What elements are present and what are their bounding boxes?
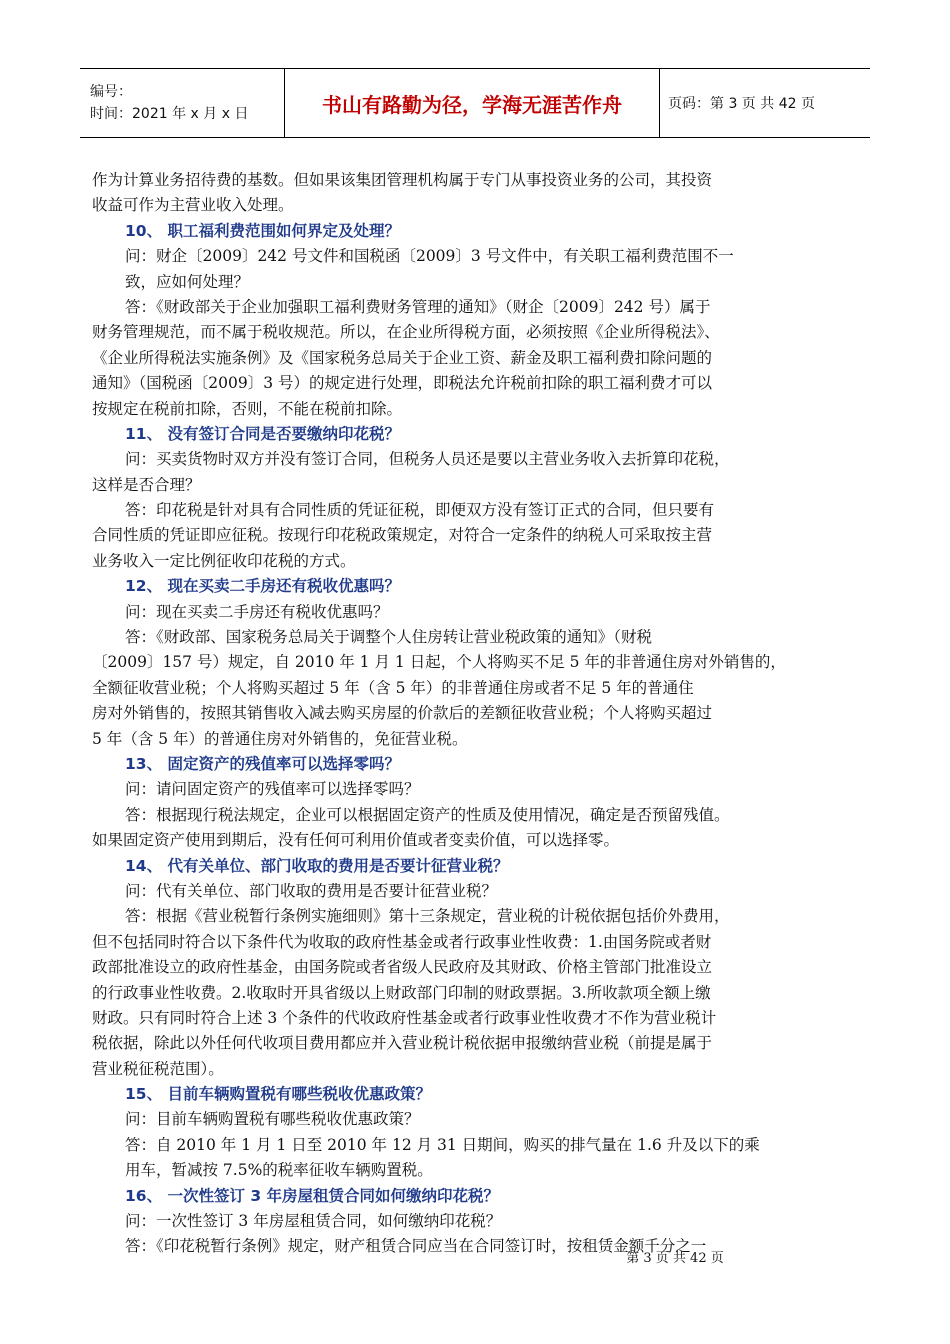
paragraph-line: 财务管理规范，而不属于税收规范。所以，在企业所得税方面，必须按照《企业所得税法》、 [92,323,720,342]
paragraph-line: 致，应如何处理？ [125,272,250,291]
paragraph-line: 问：代有关单位、部门收取的费用是否要计征营业税？ [125,881,498,900]
paragraph-line: 答：《财政部关于企业加强职工福利费财务管理的通知》（财企〔2009〕242 号）属于 [125,297,711,316]
paragraph-line: 作为计算业务招待费的基数。但如果该集团管理机构属于专门从事投资业务的公司，其投资 [92,171,713,189]
paragraph-line: 答：《财政部、国家税务总局关于调整个人住房转让营业税政策的通知》（财税 [125,628,653,647]
paragraph-line: 财政。只有同时符合上述 3 个条件的代收政府性基金或者行政事业性收费才不作为营业税计 [92,1008,717,1027]
paragraph-line: 按规定在税前扣除，否则，不能在税前扣除。 [92,399,403,418]
paragraph-line: 这样是否合理？ [92,475,201,494]
question-heading: 13、 固定资产的残值率可以选择零吗？ [125,754,400,773]
paragraph-line: 通知》（国税函〔2009〕3 号）的规定进行处理，即税法允许税前扣除的职工福利费才可以 [92,374,712,393]
header-motto: 书山有路勤为径，学海无涯苦作舟 [285,69,660,137]
paragraph-line: 问：财企〔2009〕242 号文件和国税函〔2009〕3 号文件中，有关职工福利费范围不一 [125,247,734,266]
question-heading: 12、 现在买卖二手房还有税收优惠吗？ [125,577,400,596]
paragraph-line: 答：自 2010 年 1 月 1 日至 2010 年 12 月 31 日期间，购买的排气量在 1.6 升及以下的乘 [125,1135,760,1154]
paragraph-line: 答：根据《营业税暂行条例实施细则》第十三条规定，营业税的计税依据包括价外费用， [125,907,730,926]
paragraph-line: 答：印花税是针对具有合同性质的凭证征税，即便双方没有签订正式的合同，但只要有 [125,501,715,520]
paragraph-line: 政部批准设立的政府性基金，由国务院或者省级人民政府及其财政、价格主管部门批准设立 [92,958,713,977]
paragraph-line: 用车，暂减按 7.5%的税率征收车辆购置税。 [125,1161,433,1180]
question-heading: 10、 职工福利费范围如何界定及处理？ [125,221,400,240]
paragraph-line: 房对外销售的，按照其销售收入减去购买房屋的价款后的差额征收营业税；个人将购买超过 [92,704,713,723]
document-body [92,168,860,1260]
paragraph-line: 合同性质的凭证即应征税。按现行印花税政策规定，对符合一定条件的纳税人可采取按主营 [92,526,713,545]
paragraph-line: 5 年（含 5 年）的普通住房对外销售的，免征营业税。 [92,729,468,748]
paragraph-line: 的行政事业性收费。2.收取时开具省级以上财政部门印制的财政票据。3.所收款项全额上缴 [92,983,711,1002]
paragraph-line: 问：现在买卖二手房还有税收优惠吗？ [125,602,389,621]
paragraph-line: 问：请问固定资产的残值率可以选择零吗？ [125,780,420,799]
paragraph-line: 全额征收营业税；个人将购买超过 5 年（含 5 年）的非普通住房或者不足 5 年的普通住 [92,678,694,697]
question-heading: 11、 没有签订合同是否要缴纳印花税？ [125,424,400,443]
paragraph-line: 问：一次性签订 3 年房屋租赁合同，如何缴纳印花税？ [125,1212,502,1231]
header-page-info: 页码：第 3 页 共 42 页 [668,96,815,112]
paragraph-line: 〔2009〕157 号）规定，自 2010 年 1 月 1 日起，个人将购买不足 5 年的非普通住房对外销售的， [92,653,786,672]
paragraph-line: 答：根据现行税法规定，企业可以根据固定资产的性质及使用情况，确定是否预留残值。 [125,805,730,824]
question-heading: 14、 代有关单位、部门收取的费用是否要计征营业税？ [125,856,509,875]
paragraph-line: 但不包括同时符合以下条件代为收取的政府性基金或者行政事业性收费：1.由国务院或者财 [92,932,712,951]
header-meta [80,69,285,137]
paragraph-line: 问：目前车辆购置税有哪些税收优惠政策？ [125,1110,420,1129]
document-number-label: 编号： [90,84,132,100]
page-footer [0,1247,950,1266]
page-header [80,68,870,138]
paragraph-line: 如果固定资产使用到期后，没有任何可利用价值或者变卖价值，可以选择零。 [92,831,620,850]
question-heading: 16、 一次性签订 3 年房屋租赁合同如何缴纳印花税？ [125,1186,500,1205]
paragraph-line: 答：《印花税暂行条例》规定，财产租赁合同应当在合同签订时，按租赁金额千分之一 [125,1237,707,1256]
footer-page-number: 第 3 页 共 42 页 [626,1251,724,1266]
paragraph-line: 《企业所得税法实施条例》及《国家税务总局关于企业工资、薪金及职工福利费扣除问题的 [92,348,713,367]
paragraph-line: 营业税征税范围）。 [92,1059,224,1078]
paragraph-line: 业务收入一定比例征收印花税的方式。 [92,551,356,570]
paragraph-line: 收益可作为主营业收入处理。 [92,196,294,215]
document-time-label: 时间：2021 年 x 月 x 日 [90,106,249,122]
paragraph-line: 问：买卖货物时双方并没有签订合同，但税务人员还是要以主营业务收入去折算印花税， [125,450,730,469]
question-heading: 15、 目前车辆购置税有哪些税收优惠政策？ [125,1085,431,1104]
paragraph-line: 税依据，除此以外任何代收项目费用都应并入营业税计税依据申报缴纳营业税（前提是属于 [92,1034,713,1053]
